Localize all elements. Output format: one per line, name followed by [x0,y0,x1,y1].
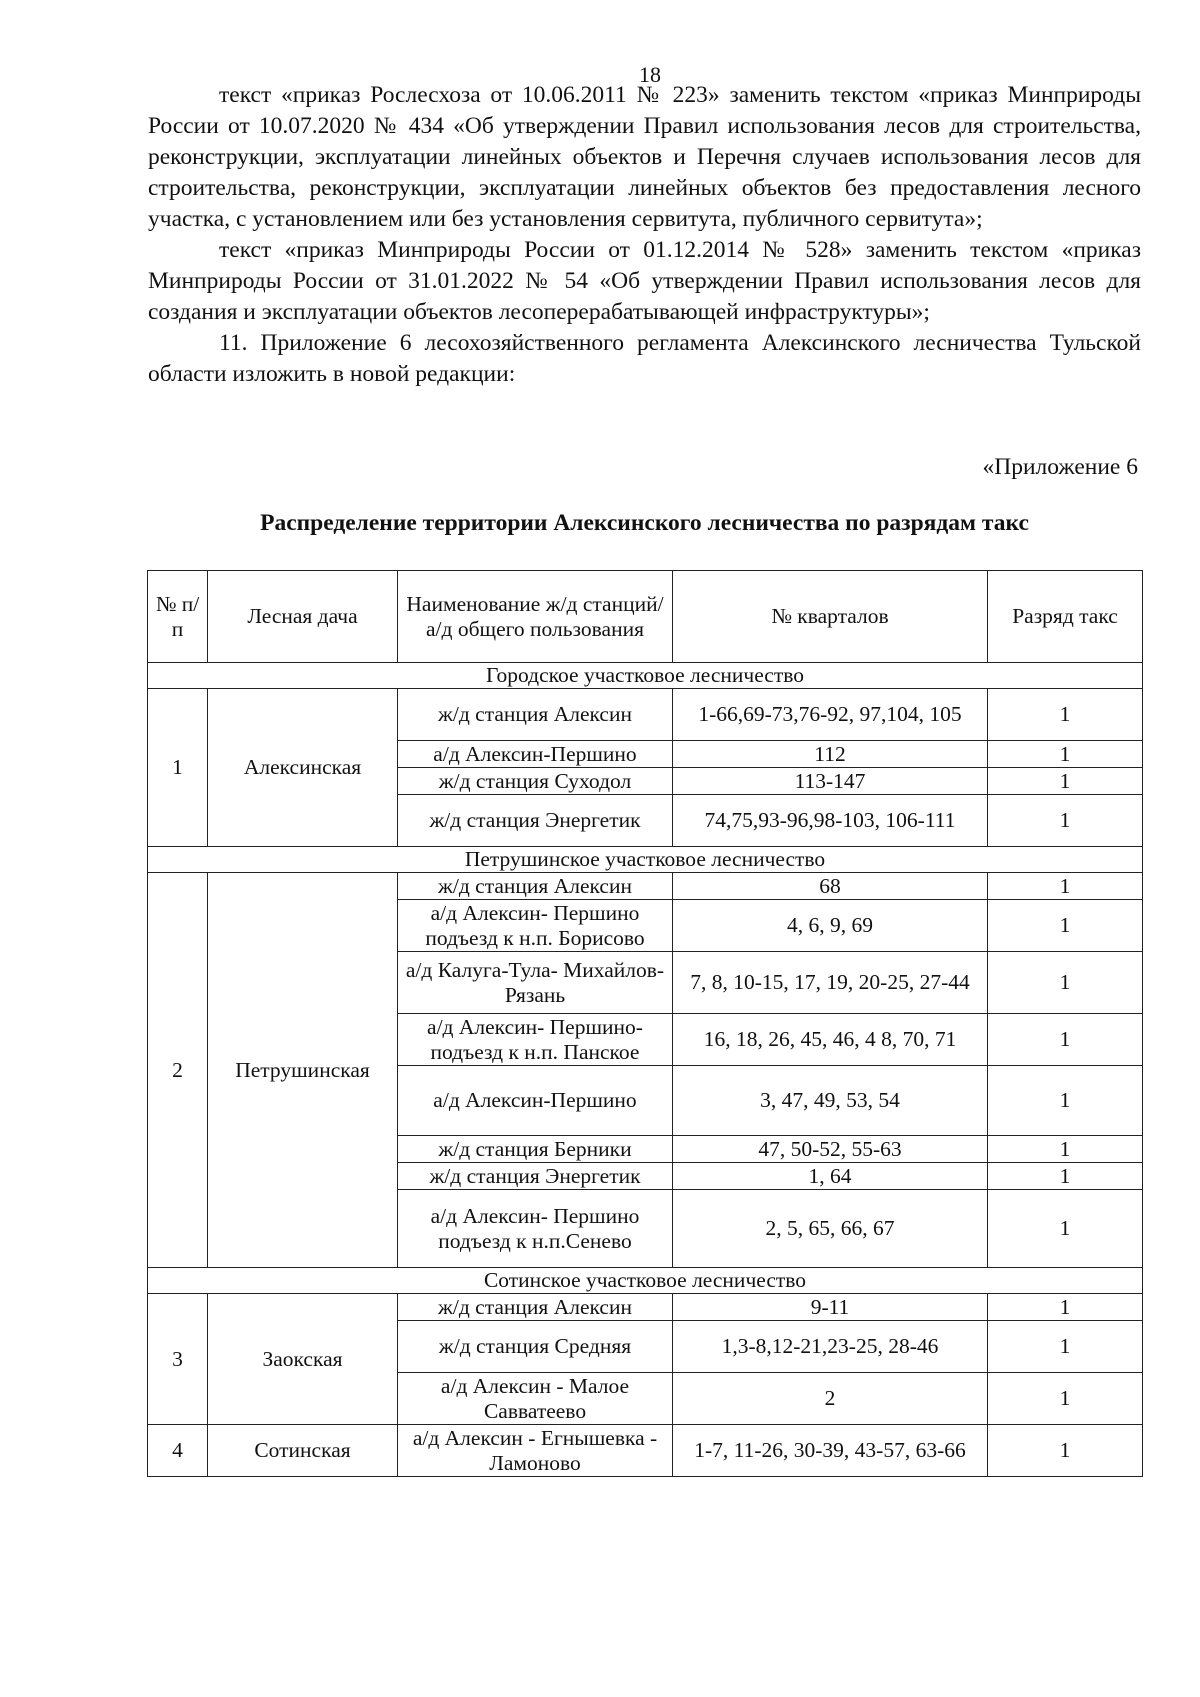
cell-quarters: 112 [673,741,988,768]
cell-rank: 1 [988,1136,1143,1163]
cell-dacha: Алексинская [208,689,398,847]
table-header-row [148,571,1143,663]
paragraph-2: текст «приказ Минприроды России от 01.12.2014 № 528» заменить текстом «приказ Минприроды России от 31.01.2022 № 54 «Об утверждении Правил использования лесов для создания и эксплуатации объектов лесоперерабатывающей инфраструктуры»; [148,237,1141,325]
cell-quarters: 1, 64 [673,1163,988,1190]
tax-rank-table [147,570,1143,1477]
cell-station: ж/д станция Алексин [398,1294,673,1321]
cell-dacha: Петрушинская [208,873,398,1268]
section-title: Городское участковое лесничество [148,663,1143,689]
cell-num: 1 [148,689,208,847]
table-row [148,873,1143,900]
cell-station: а/д Алексин-Першино [398,1066,673,1136]
cell-rank: 1 [988,952,1143,1014]
cell-num: 2 [148,873,208,1268]
cell-station: ж/д станция Энергетик [398,1163,673,1190]
cell-station: а/д Алексин- Першино подъезд к н.п. Борисово [398,900,673,952]
cell-station: ж/д станция Энергетик [398,795,673,847]
section-row [148,847,1143,873]
body-text [148,80,1141,390]
cell-quarters: 1-7, 11-26, 30-39, 43-57, 63-66 [673,1425,988,1477]
cell-rank: 1 [988,873,1143,900]
appendix-label: «Приложение 6 [982,454,1138,480]
cell-rank: 1 [988,1190,1143,1268]
cell-quarters: 3, 47, 49, 53, 54 [673,1066,988,1136]
cell-quarters: 16, 18, 26, 45, 46, 4 8, 70, 71 [673,1014,988,1066]
cell-station: а/д Алексин - Егнышевка - Ламоново [398,1425,673,1477]
page-number: 18 [639,62,661,87]
section-title: Сотинское участковое лесничество [148,1268,1143,1294]
table-title: Распределение территории Алексинского лесничества по разрядам такс [260,510,1029,536]
cell-station: а/д Алексин- Першино- подъезд к н.п. Панское [398,1014,673,1066]
cell-station: а/д Алексин - Малое Савватеево [398,1373,673,1425]
header-dacha: Лесная дача [208,571,398,663]
cell-num: 3 [148,1294,208,1425]
cell-station: ж/д станция Алексин [398,873,673,900]
cell-rank: 1 [988,1066,1143,1136]
cell-station: ж/д станция Суходол [398,768,673,795]
cell-rank: 1 [988,900,1143,952]
cell-rank: 1 [988,741,1143,768]
cell-quarters: 74,75,93-96,98-103, 106-111 [673,795,988,847]
cell-quarters: 47, 50-52, 55-63 [673,1136,988,1163]
section-title: Петрушинское участковое лесничество [148,847,1143,873]
cell-station: а/д Алексин- Першино подъезд к н.п.Сенево [398,1190,673,1268]
cell-station: ж/д станция Средняя [398,1321,673,1373]
cell-station: а/д Калуга-Тула- Михайлов-Рязань [398,952,673,1014]
cell-rank: 1 [988,1425,1143,1477]
table-row [148,1425,1143,1477]
cell-station: а/д Алексин-Першино [398,741,673,768]
header-rank: Разряд такс [988,571,1143,663]
header-station: Наименование ж/д станций/а/д общего пользования [398,571,673,663]
section-row [148,1268,1143,1294]
cell-rank: 1 [988,689,1143,741]
cell-quarters: 2, 5, 65, 66, 67 [673,1190,988,1268]
header-quarters: № кварталов [673,571,988,663]
section-row [148,663,1143,689]
cell-rank: 1 [988,795,1143,847]
cell-rank: 1 [988,1373,1143,1425]
cell-quarters: 4, 6, 9, 69 [673,900,988,952]
cell-quarters: 1-66,69-73,76-92, 97,104, 105 [673,689,988,741]
cell-quarters: 7, 8, 10-15, 17, 19, 20-25, 27-44 [673,952,988,1014]
cell-dacha: Сотинская [208,1425,398,1477]
cell-station: ж/д станция Берники [398,1136,673,1163]
cell-rank: 1 [988,1163,1143,1190]
cell-quarters: 68 [673,873,988,900]
paragraph-1: текст «приказ Рослесхоза от 10.06.2011 № 223» заменить текстом «приказ Минприроды России от 10.07.2020 № 434 «Об утверждении Правил использования лесов для строительства, реконструкции, эксплуатации линейных объектов и Перечня случаев использования лесов для строительства, реконструкции, эксплуатации линейных объектов без предоставления лесного участка, с установлением или без установления сервитута, публичного сервитута»; [148,82,1141,232]
cell-quarters: 113-147 [673,768,988,795]
paragraph-3: 11. Приложение 6 лесохозяйственного регламента Алексинского лесничества Тульской области изложить в новой редакции: [148,330,1141,387]
cell-quarters: 1,3-8,12-21,23-25, 28-46 [673,1321,988,1373]
cell-rank: 1 [988,1014,1143,1066]
cell-rank: 1 [988,1294,1143,1321]
table-row [148,1294,1143,1321]
cell-num: 4 [148,1425,208,1477]
cell-dacha: Заокская [208,1294,398,1425]
header-num: № п/п [148,571,208,663]
cell-quarters: 2 [673,1373,988,1425]
cell-quarters: 9-11 [673,1294,988,1321]
cell-rank: 1 [988,768,1143,795]
cell-rank: 1 [988,1321,1143,1373]
table-row [148,689,1143,741]
cell-station: ж/д станция Алексин [398,689,673,741]
